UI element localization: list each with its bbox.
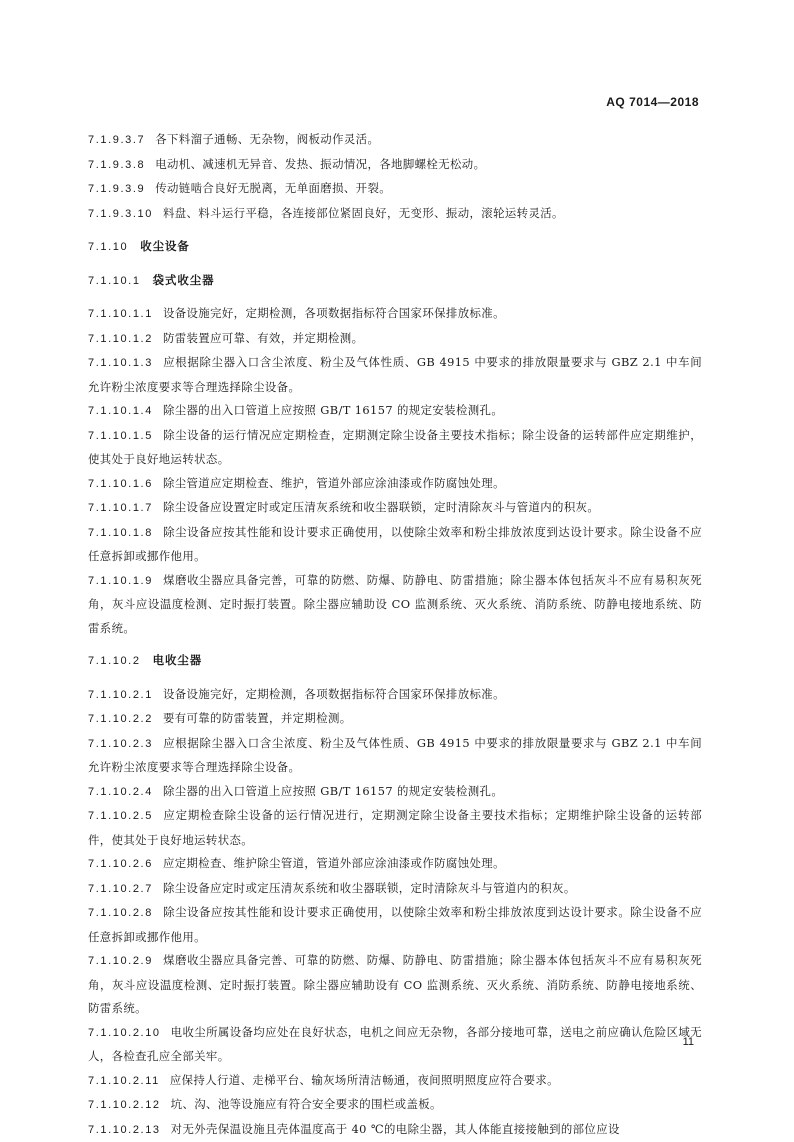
clause-paragraph [88, 1118, 702, 1142]
clause-number: 7.1.10.2.11 [88, 1075, 160, 1087]
clause-paragraph [88, 202, 702, 227]
clause-paragraph [88, 177, 702, 202]
clause-text: 应定期检查、维护除尘管道，管道外部应涂油漆或作防腐蚀处理。 [163, 856, 505, 870]
clause-text: 设备设施完好，定期检测，各项数据指标符合国家环保排放标准。 [163, 687, 505, 701]
clause-number: 7.1.10.2.2 [88, 713, 153, 725]
clause-number: 7.1.9.3.7 [88, 134, 145, 146]
clause-text: 除尘设备应按其性能和设计要求正确使用，以使除尘效率和粉尘排放浓度到达设计要求。除尘设备不应任意拆卸或挪作他用。 [88, 905, 702, 944]
clause-number: 7.1.9.3.9 [88, 183, 145, 195]
clause-paragraph [88, 707, 702, 732]
clause-paragraph [88, 780, 702, 805]
clause-text: 传动链啮合良好无脱离，无单面磨损、开裂。 [155, 181, 391, 195]
clause-text: 应定期检查除尘设备的运行情况进行，定期测定除尘设备主要技术指标；定期维护除尘设备的运转部件，使其处于良好地运转状态。 [88, 808, 702, 847]
clause-number: 7.1.10.2.9 [88, 955, 153, 967]
clause-text: 防雷装置应可靠、有效，并定期检测。 [163, 331, 363, 345]
clause-text: 电动机、减速机无异音、发热、振动情况，各地脚螺栓无松动。 [155, 157, 485, 171]
clause-paragraph [88, 732, 702, 780]
clause-paragraph [88, 351, 702, 399]
clause-text: 除尘管道应定期检查、维护，管道外部应涂油漆或作防腐蚀处理。 [163, 476, 505, 490]
clause-number: 7.1.10.2.12 [88, 1099, 161, 1111]
clause-paragraph [88, 302, 702, 327]
clause-text: 料盘、料斗运行平稳，各连接部位紧固良好，无变形、振动，滚轮运转灵活。 [163, 206, 564, 220]
clause-text: 应根据除尘器入口含尘浓度、粉尘及气体性质、GB 4915 中要求的排放限量要求与 GBZ 2.1 中车间允许粉尘浓度要求等合理选择除尘设备。 [88, 736, 702, 775]
clause-paragraph [88, 327, 702, 352]
clause-paragraph [88, 569, 702, 641]
clause-number: 7.1.10.1.1 [88, 308, 153, 320]
heading-text: 电收尘器 [153, 653, 203, 667]
clause-paragraph [88, 399, 702, 424]
clause-text: 除尘设备应设置定时或定压清灰系统和收尘器联锁，定时清除灰斗与管道内的积灰。 [163, 500, 599, 514]
document-body [88, 128, 702, 1142]
clause-number: 7.1.10.1.6 [88, 478, 153, 490]
clause-number: 7.1.10.1.3 [88, 357, 153, 369]
clause-number: 7.1.10.2.7 [88, 883, 153, 895]
clause-paragraph [88, 852, 702, 877]
clause-text: 设备设施完好，定期检测，各项数据指标符合国家环保排放标准。 [163, 306, 505, 320]
clause-text: 应保持人行道、走梯平台、输灰场所清洁畅通，夜间照明照度应符合要求。 [170, 1073, 559, 1087]
clause-paragraph [88, 128, 702, 153]
clause-number: 7.1.9.3.10 [88, 208, 153, 220]
clause-number: 7.1.10.2.8 [88, 907, 153, 919]
clause-number: 7.1.10.1 [88, 275, 141, 287]
clause-number: 7.1.10.2.1 [88, 689, 153, 701]
clause-number: 7.1.10.1.4 [88, 405, 153, 417]
clause-text: 煤磨收尘器应具备完善、可靠的防燃、防爆、防静电、防雷措施；除尘器本体包括灰斗不应有易积灰死角，灰斗应设温度检测、定时振打装置。除尘器应辅助设有 CO 监测系统、灭火系统、消防系统、防静电接地系统、防雷系统。 [88, 953, 702, 1015]
clause-text: 除尘器的出入口管道上应按照 GB/T 16157 的规定安装检测孔。 [163, 403, 503, 417]
clause-text: 要有可靠的防雷装置，并定期检测。 [163, 711, 352, 725]
heading-text: 收尘设备 [140, 239, 190, 253]
section-heading [88, 269, 702, 294]
clause-paragraph [88, 901, 702, 949]
clause-number: 7.1.10.1.8 [88, 527, 153, 539]
page-number: 11 [683, 1036, 694, 1048]
clause-number: 7.1.10.2 [88, 655, 141, 667]
clause-number: 7.1.10.2.5 [88, 810, 153, 822]
document-code: AQ 7014—2018 [606, 95, 699, 109]
clause-text: 坑、沟、池等设施应有符合安全要求的围栏或盖板。 [171, 1097, 442, 1111]
clause-paragraph [88, 472, 702, 497]
clause-number: 7.1.10.1.9 [88, 575, 153, 587]
clause-paragraph [88, 877, 702, 902]
clause-text: 除尘器的出入口管道上应按照 GB/T 16157 的规定安装检测孔。 [163, 784, 503, 798]
clause-paragraph [88, 1021, 702, 1069]
clause-paragraph [88, 153, 702, 178]
clause-paragraph [88, 496, 702, 521]
clause-text: 对无外壳保温设施且壳体温度高于 40 ℃的电除尘器，其人体能直接接触到的部位应设 [171, 1122, 620, 1136]
clause-text: 煤磨收尘器应具备完善，可靠的防燃、防爆、防静电、防雷措施；除尘器本体包括灰斗不应有易积灰死角，灰斗应设温度检测、定时振打装置。除尘器应辅助设 CO 监测系统、灭火系统、消防系统、防静电接地系统、防雷系统。 [88, 573, 702, 635]
clause-number: 7.1.10.1.2 [88, 333, 153, 345]
clause-text: 除尘设备应按其性能和设计要求正确使用，以使除尘效率和粉尘排放浓度到达设计要求。除尘设备不应任意拆卸或挪作他用。 [88, 525, 702, 564]
clause-paragraph [88, 949, 702, 1021]
clause-number: 7.1.10.1.7 [88, 502, 153, 514]
clause-number: 7.1.9.3.8 [88, 159, 145, 171]
clause-number: 7.1.10.2.10 [88, 1027, 161, 1039]
clause-text: 电收尘所属设备均应处在良好状态，电机之间应无杂物，各部分接地可靠，送电之前应确认危险区域无人，各检查孔应全部关牢。 [88, 1025, 702, 1064]
clause-number: 7.1.10.2.6 [88, 858, 153, 870]
clause-number: 7.1.10.2.3 [88, 738, 153, 750]
clause-paragraph [88, 424, 702, 472]
clause-paragraph [88, 521, 702, 569]
clause-number: 7.1.10.1.5 [88, 430, 153, 442]
section-heading [88, 649, 702, 674]
clause-number: 7.1.10 [88, 241, 128, 253]
heading-text: 袋式收尘器 [153, 273, 215, 287]
clause-text: 应根据除尘器入口含尘浓度、粉尘及气体性质、GB 4915 中要求的排放限量要求与 GBZ 2.1 中车间允许粉尘浓度要求等合理选择除尘设备。 [88, 355, 702, 394]
clause-paragraph [88, 1093, 702, 1118]
clause-number: 7.1.10.2.13 [88, 1124, 161, 1136]
clause-text: 除尘设备应定时或定压清灰系统和收尘器联锁，定时清除灰斗与管道内的积灰。 [163, 881, 576, 895]
clause-text: 除尘设备的运行情况应定期检查，定期测定除尘设备主要技术指标；除尘设备的运转部件应定期维护，使其处于良好地运转状态。 [88, 428, 702, 467]
clause-paragraph [88, 1069, 702, 1094]
section-heading [88, 235, 702, 260]
clause-paragraph [88, 804, 702, 852]
clause-paragraph [88, 683, 702, 708]
clause-number: 7.1.10.2.4 [88, 786, 153, 798]
clause-text: 各下料溜子通畅、无杂物，阀板动作灵活。 [155, 132, 379, 146]
